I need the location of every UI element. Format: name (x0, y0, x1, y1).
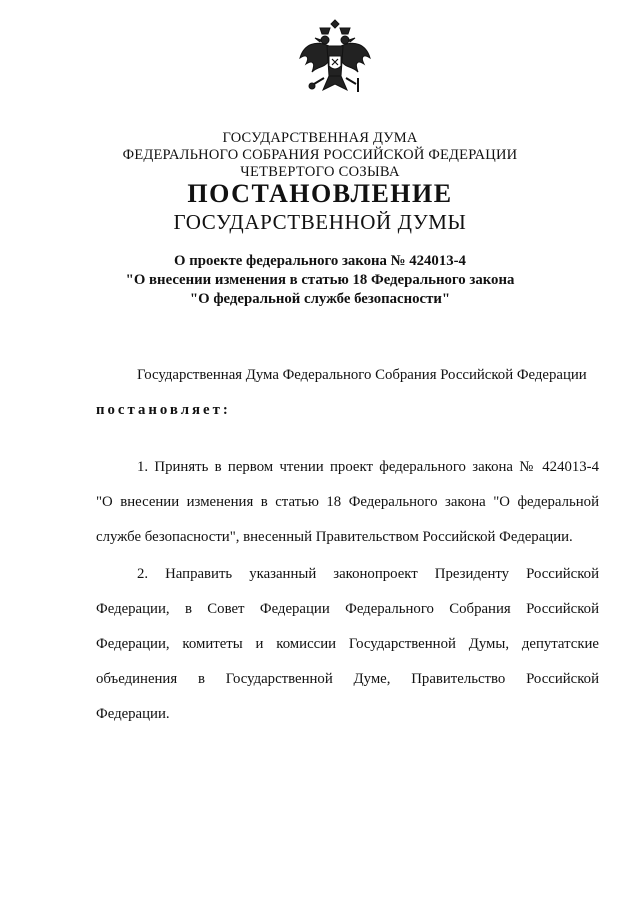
item1-line (137, 459, 599, 476)
document-title: ПОСТАНОВЛЕНИЕ (187, 179, 453, 208)
coat-of-arms-icon (296, 18, 374, 110)
header-line-assembly: ФЕДЕРАЛЬНОГО СОБРАНИЯ РОССИЙСКОЙ ФЕДЕРАЦИИ (122, 147, 518, 163)
item2-line (96, 671, 599, 688)
resolves-text: постановляет (96, 402, 223, 418)
resolves-word (96, 402, 228, 419)
item2-line (96, 636, 599, 653)
intro-paragraph: Государственная Дума Федерального Собрания Российской Федерации (137, 367, 587, 383)
document-subtitle: ГОСУДАРСТВЕННОЙ ДУМЫ (173, 210, 467, 234)
item1-line-1: 1. Принять в первом чтении проект федерального закона № 424013-4 (137, 459, 599, 475)
item1-line (96, 529, 599, 546)
header-line-convocation: ЧЕТВЕРТОГО СОЗЫВА (240, 164, 400, 180)
bill-title-line-2: "О внесении изменения в статью 18 Федерального закона (125, 272, 515, 288)
item2-line-3: Федерации, комитеты и комиссии Государственной Думы, депутатские (96, 636, 599, 652)
item2-line-1: 2. Направить указанный законопроект Президенту Российской (137, 566, 599, 582)
item2-line (137, 566, 599, 583)
header-line-duma: ГОСУДАРСТВЕННАЯ ДУМА (222, 130, 418, 146)
bill-title-line-3: "О федеральной службе безопасности" (189, 291, 451, 307)
item2-line-2: Федерации, в Совет Федерации Федерального Собрания Российской (96, 601, 599, 617)
item2-line (96, 706, 599, 723)
bill-title-line-1: О проекте федерального закона № 424013-4 (174, 253, 466, 269)
item2-line (96, 601, 599, 618)
item2-line-5: Федерации. (96, 706, 170, 722)
item1-line (96, 494, 599, 511)
resolves-colon: : (222, 402, 228, 418)
item1-line-3: службе безопасности", внесенный Правительством Российской Федерации. (96, 529, 573, 545)
item1-line-2: "О внесении изменения в статью 18 Федерального закона "О федеральной (96, 494, 599, 510)
item2-line-4: объединения в Государственной Думе, Правительство Российской (96, 671, 599, 687)
